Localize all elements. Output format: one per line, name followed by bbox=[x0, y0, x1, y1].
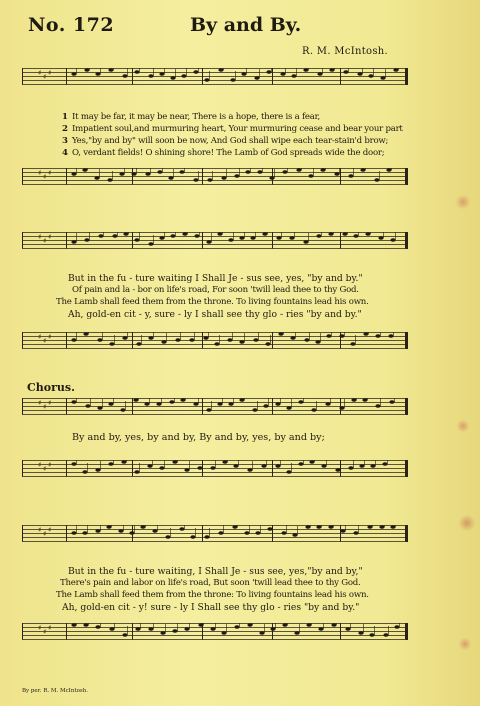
music-staff bbox=[22, 398, 408, 415]
note-head bbox=[303, 240, 308, 244]
sharp-sign: ♯ bbox=[38, 233, 42, 241]
note-head bbox=[383, 633, 388, 637]
note-head bbox=[144, 402, 149, 406]
note-head bbox=[328, 232, 333, 236]
staff-drawing bbox=[22, 232, 408, 249]
note-head bbox=[71, 400, 76, 404]
note-head bbox=[351, 398, 356, 402]
note-head bbox=[389, 400, 394, 404]
note-head bbox=[134, 70, 139, 74]
note-head bbox=[206, 240, 211, 244]
note-head bbox=[280, 72, 285, 76]
note-head bbox=[379, 525, 384, 529]
verse-line: The Lamb shall feed them from the throne: To living fountains lead his own. bbox=[56, 590, 369, 600]
note-head bbox=[159, 72, 164, 76]
note-head bbox=[189, 338, 194, 342]
note-head bbox=[108, 68, 113, 72]
note-head bbox=[331, 623, 336, 627]
note-head bbox=[388, 334, 393, 338]
note-head bbox=[217, 402, 222, 406]
note-head bbox=[84, 68, 89, 72]
note-head bbox=[320, 168, 325, 172]
note-head bbox=[180, 398, 185, 402]
sharp-sign: ♯ bbox=[43, 403, 47, 411]
note-head bbox=[148, 336, 153, 340]
note-head bbox=[148, 74, 153, 78]
note-head bbox=[107, 178, 112, 182]
note-head bbox=[83, 623, 88, 627]
sharp-sign: ♯ bbox=[38, 461, 42, 469]
note-head bbox=[328, 525, 333, 529]
note-head bbox=[82, 168, 87, 172]
note-head bbox=[71, 338, 76, 342]
note-head bbox=[239, 398, 244, 402]
note-head bbox=[257, 170, 262, 174]
note-head bbox=[342, 232, 347, 236]
music-staff bbox=[22, 332, 408, 349]
note-head bbox=[184, 627, 189, 631]
note-head bbox=[317, 72, 322, 76]
note-head bbox=[365, 232, 370, 236]
note-head bbox=[292, 533, 297, 537]
note-head bbox=[290, 336, 295, 340]
sharp-sign: ♯ bbox=[48, 526, 52, 534]
note-head bbox=[168, 176, 173, 180]
note-head bbox=[316, 525, 321, 529]
note-head bbox=[304, 338, 309, 342]
note-head bbox=[357, 72, 362, 76]
note-head bbox=[348, 466, 353, 470]
note-head bbox=[179, 170, 184, 174]
sharp-sign: ♯ bbox=[38, 399, 42, 407]
sharp-sign: ♯ bbox=[48, 333, 52, 341]
note-head bbox=[148, 242, 153, 246]
sharp-sign: ♯ bbox=[43, 237, 47, 245]
note-head bbox=[325, 402, 330, 406]
note-head bbox=[106, 525, 111, 529]
note-head bbox=[121, 460, 126, 464]
note-head bbox=[159, 466, 164, 470]
note-head bbox=[198, 623, 203, 627]
note-head bbox=[244, 531, 249, 535]
note-head bbox=[305, 525, 310, 529]
note-head bbox=[228, 402, 233, 406]
note-head bbox=[278, 332, 283, 336]
note-head bbox=[230, 78, 235, 82]
note-head bbox=[232, 525, 237, 529]
verse-line: The Lamb shall feed them from the throne. To living fountains lead his own. bbox=[56, 297, 369, 307]
note-head bbox=[157, 170, 162, 174]
note-head bbox=[374, 178, 379, 182]
note-head bbox=[345, 627, 350, 631]
note-head bbox=[353, 234, 358, 238]
note-head bbox=[309, 460, 314, 464]
paper-stain bbox=[455, 195, 471, 209]
verse-line: 1 It may be far, it may be near, There is a hope, there is a fear, bbox=[62, 112, 320, 122]
note-head bbox=[253, 338, 258, 342]
sharp-sign: ♯ bbox=[38, 69, 42, 77]
note-head bbox=[390, 525, 395, 529]
note-head bbox=[339, 334, 344, 338]
note-head bbox=[204, 535, 209, 539]
sharp-sign: ♯ bbox=[48, 624, 52, 632]
note-head bbox=[190, 535, 195, 539]
sharp-sign: ♯ bbox=[38, 624, 42, 632]
note-head bbox=[95, 529, 100, 533]
note-head bbox=[382, 462, 387, 466]
note-head bbox=[109, 627, 114, 631]
note-head bbox=[181, 74, 186, 78]
hymn-title: By and By. bbox=[190, 14, 302, 36]
note-head bbox=[161, 340, 166, 344]
note-head bbox=[193, 70, 198, 74]
note-head bbox=[296, 168, 301, 172]
note-head bbox=[311, 408, 316, 412]
note-head bbox=[294, 631, 299, 635]
sharp-sign: ♯ bbox=[38, 169, 42, 177]
note-head bbox=[172, 460, 177, 464]
note-head bbox=[203, 336, 208, 340]
note-head bbox=[350, 342, 355, 346]
sharp-sign: ♯ bbox=[38, 333, 42, 341]
sharp-sign: ♯ bbox=[43, 465, 47, 473]
music-staff bbox=[22, 68, 408, 85]
note-head bbox=[159, 236, 164, 240]
note-head bbox=[108, 402, 113, 406]
note-head bbox=[308, 174, 313, 178]
note-head bbox=[263, 404, 268, 408]
note-head bbox=[239, 340, 244, 344]
music-staff bbox=[22, 623, 408, 640]
note-head bbox=[358, 631, 363, 635]
paper-stain bbox=[456, 420, 470, 432]
note-head bbox=[179, 527, 184, 531]
note-head bbox=[380, 76, 385, 80]
note-head bbox=[282, 170, 287, 174]
staff-drawing bbox=[22, 398, 408, 415]
note-head bbox=[269, 176, 274, 180]
note-head bbox=[234, 625, 239, 629]
note-head bbox=[339, 406, 344, 410]
note-head bbox=[315, 340, 320, 344]
note-head bbox=[234, 174, 239, 178]
note-head bbox=[82, 470, 87, 474]
note-head bbox=[390, 238, 395, 242]
composer-credit: R. M. McIntosh. bbox=[302, 46, 389, 57]
note-head bbox=[286, 470, 291, 474]
note-head bbox=[286, 406, 291, 410]
note-head bbox=[221, 631, 226, 635]
note-head bbox=[95, 625, 100, 629]
note-head bbox=[133, 398, 138, 402]
note-head bbox=[275, 402, 280, 406]
note-head bbox=[241, 72, 246, 76]
note-head bbox=[289, 236, 294, 240]
note-head bbox=[326, 334, 331, 338]
note-head bbox=[261, 464, 266, 468]
note-head bbox=[120, 408, 125, 412]
note-head bbox=[368, 74, 373, 78]
note-head bbox=[95, 468, 100, 472]
note-head bbox=[145, 172, 150, 176]
note-head bbox=[247, 623, 252, 627]
note-head bbox=[83, 332, 88, 336]
note-head bbox=[109, 342, 114, 346]
note-head bbox=[156, 402, 161, 406]
note-head bbox=[316, 234, 321, 238]
note-head bbox=[370, 464, 375, 468]
sharp-sign: ♯ bbox=[43, 73, 47, 81]
note-head bbox=[233, 464, 238, 468]
note-head bbox=[266, 70, 271, 74]
sharp-sign: ♯ bbox=[43, 337, 47, 345]
note-head bbox=[298, 400, 303, 404]
note-head bbox=[193, 178, 198, 182]
note-head bbox=[134, 470, 139, 474]
note-head bbox=[71, 531, 76, 535]
note-head bbox=[375, 404, 380, 408]
note-head bbox=[175, 338, 180, 342]
note-head bbox=[255, 531, 260, 535]
music-staff bbox=[22, 168, 408, 185]
note-head bbox=[267, 527, 272, 531]
hymn-number: No. 172 bbox=[28, 14, 115, 36]
note-head bbox=[221, 176, 226, 180]
note-head bbox=[152, 529, 157, 533]
note-head bbox=[335, 468, 340, 472]
note-head bbox=[169, 400, 174, 404]
note-head bbox=[206, 408, 211, 412]
note-head bbox=[291, 74, 296, 78]
note-head bbox=[378, 236, 383, 240]
note-head bbox=[122, 74, 127, 78]
note-head bbox=[254, 76, 259, 80]
sharp-sign: ♯ bbox=[48, 233, 52, 241]
note-head bbox=[84, 238, 89, 242]
music-staff bbox=[22, 525, 408, 542]
note-head bbox=[134, 238, 139, 242]
note-head bbox=[252, 408, 257, 412]
note-head bbox=[360, 168, 365, 172]
note-head bbox=[329, 68, 334, 72]
verse-line: Ah, gold-en cit - y, sure - ly I shall see thy glo - ries "by and by." bbox=[68, 309, 362, 320]
paper-stain bbox=[458, 515, 476, 531]
note-head bbox=[276, 236, 281, 240]
note-head bbox=[112, 234, 117, 238]
sharp-sign: ♯ bbox=[48, 461, 52, 469]
note-head bbox=[197, 466, 202, 470]
note-head bbox=[298, 462, 303, 466]
note-head bbox=[194, 234, 199, 238]
sharp-sign: ♯ bbox=[38, 526, 42, 534]
note-head bbox=[217, 232, 222, 236]
note-head bbox=[71, 240, 76, 244]
note-head bbox=[214, 342, 219, 346]
sharp-sign: ♯ bbox=[43, 173, 47, 181]
note-head bbox=[303, 68, 308, 72]
note-head bbox=[334, 172, 339, 176]
note-head bbox=[97, 338, 102, 342]
note-head bbox=[172, 629, 177, 633]
verse-line: Ah, gold-en cit - y! sure - ly I Shall see thy glo - ries "by and by." bbox=[62, 602, 360, 613]
note-head bbox=[184, 468, 189, 472]
sharp-sign: ♯ bbox=[48, 69, 52, 77]
note-head bbox=[393, 68, 398, 72]
note-head bbox=[262, 232, 267, 236]
note-head bbox=[147, 464, 152, 468]
note-head bbox=[270, 627, 275, 631]
staff-drawing bbox=[22, 168, 408, 185]
note-head bbox=[97, 406, 102, 410]
note-head bbox=[204, 78, 209, 82]
paper-stain bbox=[458, 638, 472, 650]
note-head bbox=[95, 72, 100, 76]
note-head bbox=[340, 529, 345, 533]
note-head bbox=[239, 236, 244, 240]
verse-line: But in the fu - ture waiting, I Shall Je - sus see, yes,"by and by," bbox=[68, 566, 363, 577]
note-head bbox=[250, 236, 255, 240]
note-head bbox=[245, 170, 250, 174]
verse-line: But in the fu - ture waiting I Shall Je - sus see, yes, "by and by." bbox=[68, 273, 363, 284]
note-head bbox=[207, 178, 212, 182]
note-head bbox=[306, 623, 311, 627]
chorus-line: By and by, yes, by and by, By and by, yes, by and by; bbox=[72, 432, 325, 443]
note-head bbox=[94, 176, 99, 180]
note-head bbox=[343, 70, 348, 74]
sharp-sign: ♯ bbox=[48, 169, 52, 177]
verse-line: There's pain and labor on life's road, But soon 'twill lead thee to thy God. bbox=[60, 578, 361, 588]
note-head bbox=[82, 531, 87, 535]
note-head bbox=[193, 402, 198, 406]
note-head bbox=[275, 464, 280, 468]
note-head bbox=[71, 172, 76, 176]
note-head bbox=[281, 531, 286, 535]
note-head bbox=[140, 525, 145, 529]
note-head bbox=[359, 464, 364, 468]
note-head bbox=[353, 531, 358, 535]
note-head bbox=[367, 525, 372, 529]
staff-drawing bbox=[22, 68, 408, 85]
note-head bbox=[182, 232, 187, 236]
sharp-sign: ♯ bbox=[48, 399, 52, 407]
sharp-sign: ♯ bbox=[43, 530, 47, 538]
staff-drawing bbox=[22, 525, 408, 542]
staff-drawing bbox=[22, 332, 408, 349]
note-head bbox=[218, 68, 223, 72]
note-head bbox=[259, 631, 264, 635]
note-head bbox=[131, 172, 136, 176]
note-head bbox=[123, 232, 128, 236]
note-head bbox=[362, 398, 367, 402]
note-head bbox=[118, 529, 123, 533]
note-head bbox=[71, 72, 76, 76]
note-head bbox=[394, 625, 399, 629]
verse-line: 3 Yes,"by and by" will soon be now, And God shall wipe each tear-stain'd brow; bbox=[62, 136, 389, 146]
note-head bbox=[228, 238, 233, 242]
note-head bbox=[71, 462, 76, 466]
note-head bbox=[282, 623, 287, 627]
music-staff bbox=[22, 460, 408, 477]
note-head bbox=[170, 234, 175, 238]
note-head bbox=[71, 623, 76, 627]
note-head bbox=[218, 531, 223, 535]
note-head bbox=[165, 535, 170, 539]
note-head bbox=[222, 460, 227, 464]
note-head bbox=[210, 627, 215, 631]
note-head bbox=[265, 342, 270, 346]
note-head bbox=[122, 633, 127, 637]
note-head bbox=[210, 466, 215, 470]
sharp-sign: ♯ bbox=[43, 628, 47, 636]
note-head bbox=[129, 531, 134, 535]
verse-line: 2 Impatient soul,and murmuring heart, Your murmuring cease and bear your part bbox=[62, 124, 403, 134]
note-head bbox=[321, 464, 326, 468]
note-head bbox=[148, 627, 153, 631]
note-head bbox=[247, 468, 252, 472]
chorus-label: Chorus. bbox=[27, 381, 75, 394]
music-staff bbox=[22, 232, 408, 249]
note-head bbox=[318, 627, 323, 631]
note-head bbox=[369, 633, 374, 637]
note-head bbox=[135, 627, 140, 631]
staff-drawing bbox=[22, 623, 408, 640]
note-head bbox=[227, 338, 232, 342]
verse-line: Of pain and la - bor on life's road, For soon 'twill lead thee to thy God. bbox=[72, 285, 359, 295]
note-head bbox=[348, 174, 353, 178]
note-head bbox=[98, 234, 103, 238]
note-head bbox=[160, 631, 165, 635]
verse-line: 4 O, verdant fields! O shining shore! The Lamb of God spreads wide the door; bbox=[62, 148, 385, 158]
note-head bbox=[363, 332, 368, 336]
note-head bbox=[119, 172, 124, 176]
note-head bbox=[108, 462, 113, 466]
footer-credit: By per. R. M. McIntosh. bbox=[22, 688, 89, 694]
staff-drawing bbox=[22, 460, 408, 477]
note-head bbox=[375, 334, 380, 338]
note-head bbox=[136, 342, 141, 346]
note-head bbox=[85, 404, 90, 408]
note-head bbox=[122, 336, 127, 340]
note-head bbox=[170, 76, 175, 80]
note-head bbox=[386, 168, 391, 172]
